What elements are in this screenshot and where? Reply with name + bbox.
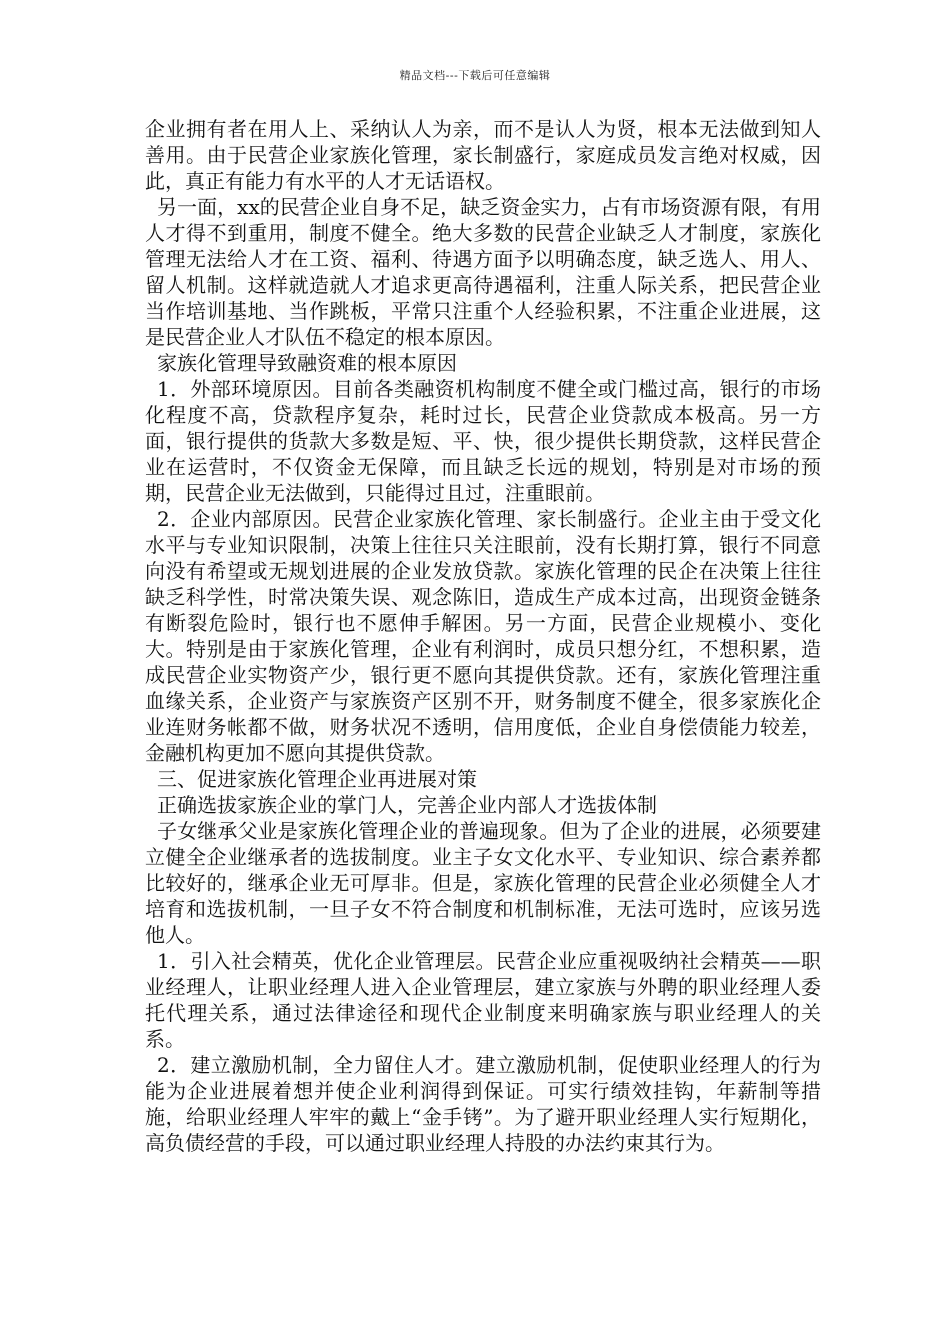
paragraph: 1．外部环境原因。目前各类融资机构制度不健全或门槛过高，银行的市场化程度不高，贷款程序复杂，耗时过长，民营企业贷款成本极高。另一方面，银行提供的货款大多数是短、平、快，很少提供长期贷款，这样民营企业在运营时，不仅资金无保障，而且缺乏长远的规划，特别是对市场的预期，民营企业无法做到，只能得过且过，注重眼前。 bbox=[145, 377, 821, 505]
paragraph: 2．建立激励机制，全力留住人才。建立激励机制，促使职业经理人的行为能为企业进展着想并使企业利润得到保证。可实行绩效挂钩，年薪制等措施，给职业经理人牢牢的戴上“金手铐”。为了避开职业经理人实行短期化，高负债经营的手段，可以通过职业经理人持股的办法约束其行为。 bbox=[145, 1053, 821, 1155]
paragraph: 另一面，xx的民营企业自身不足，缺乏资金实力，占有市场资源有限，有用人才得不到重用，制度不健全。绝大多数的民营企业缺乏人才制度，家族化管理无法给人才在工资、福利、待遇方面予以明确态度，缺乏选人、用人、留人机制。这样就造就人才追求更高待遇福利，注重人际关系，把民营企业当作培训基地、当作跳板，平常只注重个人经验积累，不注重企业进展，这是民营企业人才队伍不稳定的根本原因。 bbox=[145, 195, 821, 349]
paragraph: 子女继承父业是家族化管理企业的普遍现象。但为了企业的进展，必须要建立健全企业继承者的选拔制度。业主子女文化水平、专业知识、综合素养都比较好的，继承企业无可厚非。但是，家族化管理的民营企业必须健全人才培育和选拔机制，一旦子女不符合制度和机制标准，无法可选时，应该另选他人。 bbox=[145, 819, 821, 947]
paragraph: 企业拥有者在用人上、采纳认人为亲，而不是认人为贤，根本无法做到知人善用。由于民营企业家族化管理，家长制盛行，家庭成员发言绝对权威，因此，真正有能力有水平的人才无话语权。 bbox=[145, 117, 821, 193]
page-header: 精品文档---下载后可任意编辑 bbox=[399, 69, 551, 82]
section-heading: 家族化管理导致融资难的根本原因 bbox=[157, 351, 457, 375]
document-body bbox=[145, 116, 821, 1156]
section-heading: 正确选拔家族企业的掌门人，完善企业内部人才选拔体制 bbox=[157, 793, 657, 817]
paragraph: 2．企业内部原因。民营企业家族化管理、家长制盛行。企业主由于受文化水平与专业知识限制，决策上往往只关注眼前，没有长期打算，银行不同意向没有希望或无规划进展的企业发放贷款。家族化管理的民企在决策上往往缺乏科学性，时常决策失误、观念陈旧，造成生产成本过高，出现资金链条有断裂危险时，银行也不愿伸手解困。另一方面，民营企业规模小、变化大。特别是由于家族化管理，企业有利润时，成员只想分红，不想积累，造成民营企业实物资产少，银行更不愿向其提供贷款。还有，家族化管理注重血缘关系，企业资产与家族资产区别不开，财务制度不健全，很多家族化企业连财务帐都不做，财务状况不透明，信用度低，企业自身偿债能力较差，金融机构更加不愿向其提供贷款。 bbox=[145, 507, 821, 765]
section-heading: 三、促进家族化管理企业再进展对策 bbox=[157, 767, 477, 791]
paragraph: 1．引入社会精英，优化企业管理层。民营企业应重视吸纳社会精英——职业经理人，让职业经理人进入企业管理层，建立家族与外聘的职业经理人委托代理关系，通过法律途径和现代企业制度来明确家族与职业经理人的关系。 bbox=[145, 949, 821, 1051]
